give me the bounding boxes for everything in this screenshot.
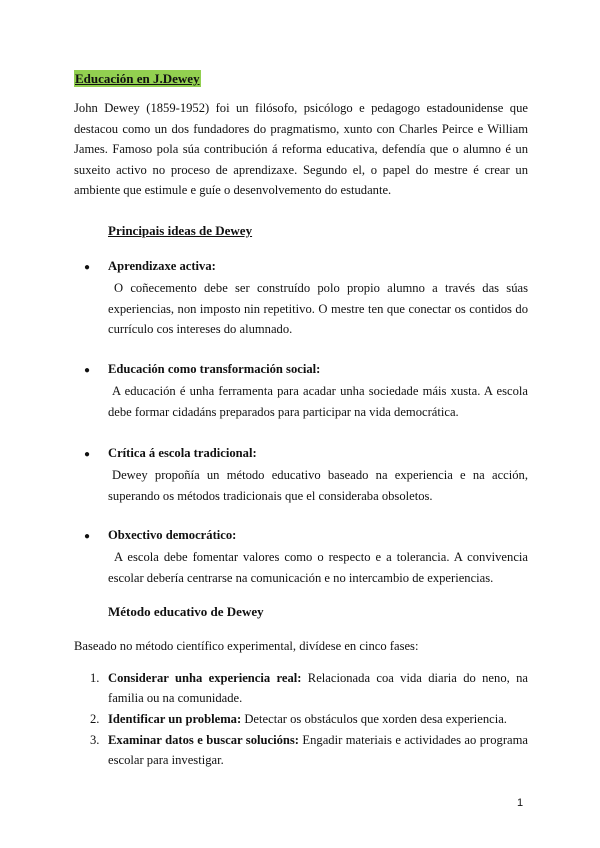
phase-number: 3.	[90, 733, 100, 747]
intro-paragraph: John Dewey (1859-1952) foi un filósofo, psicólogo e pedagogo estadounidense que destacou como un dos fundadores do pragmatismo, xunto con Charles Peirce e William James. Famoso pola súa contribución á reforma educativa, defendía que o alumno é un suxeito activo no proceso de aprendizaxe. Segundo el, o papel do mestre é crear un ambiente que estimule e guíe o desenvolvemento do estudante.	[74, 101, 528, 197]
phase-text: Detectar os obstáculos que xorden desa experiencia.	[241, 712, 507, 726]
idea-title: Obxectivo democrático:	[108, 528, 237, 542]
phase-number: 2.	[90, 712, 100, 726]
idea-text: Dewey propoñía un método educativo baseado na experiencia e na acción, superando os métodos tradicionais que el consideraba obsoletos.	[108, 468, 528, 503]
page-number: 1	[517, 797, 524, 809]
method-lead: Baseado no método científico experimental, divídese en cinco fases:	[74, 639, 419, 653]
phase-body	[108, 709, 528, 729]
phase-text: Engadir materiais e actividades ao programa escolar para investigar.	[108, 733, 528, 767]
bullet-icon: ●	[84, 531, 91, 542]
phase-text: Relacionada coa vida diaria do neno, na familia ou na comunidade.	[108, 671, 528, 705]
idea-title: Educación como transformación social:	[108, 362, 321, 376]
idea-text: A educación é unha ferramenta para acadar unha sociedade máis xusta. A escola debe formar cidadáns preparados para participar na vida democrática.	[108, 384, 528, 419]
idea-text: A escola debe fomentar valores como o respecto e a tolerancia. A convivencia escolar debería centrarse na comunicación e no intercambio de experiencias.	[108, 550, 528, 585]
bullet-icon: ●	[84, 365, 91, 376]
bullet-icon: ●	[84, 449, 91, 460]
phase-number: 1.	[90, 671, 100, 685]
idea-title: Aprendizaxe activa:	[108, 259, 216, 273]
ideas-heading: Principais ideas de Dewey	[108, 223, 253, 238]
phase-title: Identificar un problema:	[108, 712, 242, 726]
phase-body	[108, 730, 528, 770]
bullet-icon: ●	[84, 262, 91, 273]
document-title: Educación en J.Dewey	[75, 71, 200, 86]
phase-title: Considerar unha experiencia real:	[108, 671, 302, 685]
idea-text: O coñecemento debe ser construído polo propio alumno a través das súas experiencias, non imposto nin repetitivo. O mestre ten que conectar os contidos do currículo cos intereses do alumnado.	[108, 281, 528, 336]
phase-body	[108, 668, 528, 708]
method-heading: Método educativo de Dewey	[108, 604, 264, 619]
idea-title: Crítica á escola tradicional:	[108, 446, 257, 460]
phase-title: Examinar datos e buscar solucións:	[108, 733, 299, 747]
